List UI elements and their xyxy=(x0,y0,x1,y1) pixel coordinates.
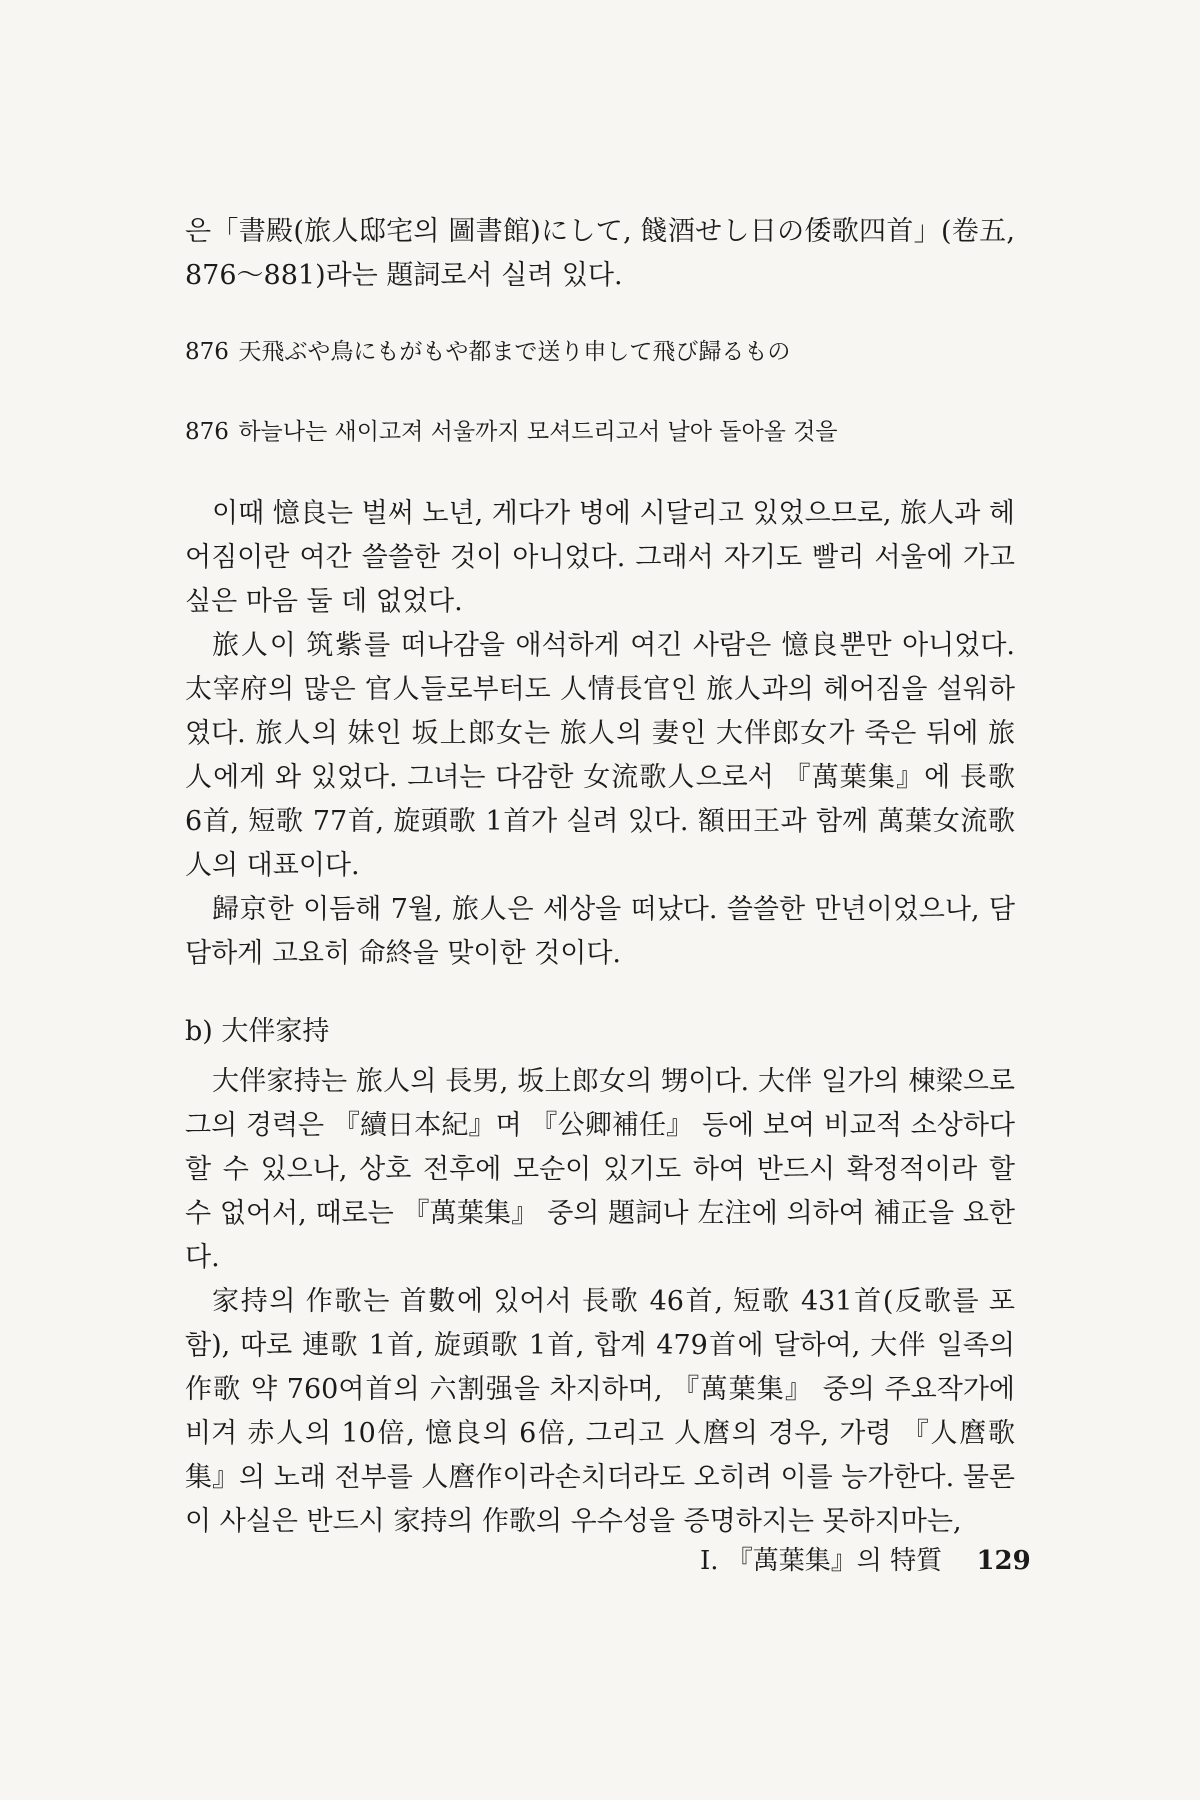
poem-korean xyxy=(185,412,1015,452)
body-paragraph: 이때 憶良는 벌써 노년, 게다가 병에 시달리고 있었으므로, 旅人과 헤어짐이란 여간 쓸쓸한 것이 아니었다. 그래서 자기도 빨리 서울에 가고 싶은 마음 둘 데 없었다. xyxy=(185,498,1015,617)
poem-number: 876 xyxy=(185,419,229,445)
poem-text: 天飛ぶや鳥にもがもや都まで送り申して飛び歸るもの xyxy=(238,339,791,365)
body-paragraph: 歸京한 이듬해 7월, 旅人은 세상을 떠났다. 쓸쓸한 만년이었으나, 담담하게 고요히 命終을 맞이한 것이다. xyxy=(185,894,1015,969)
running-head: I. 『萬葉集』의 特質 xyxy=(700,1546,943,1576)
intro-paragraph: 은「書殿(旅人邸宅의 圖書館)にして, 餞酒せし日の倭歌四首」(卷五, 876～881)라는 題詞로서 실려 있다. xyxy=(185,216,1015,291)
poem-translation: 하늘나는 새이고져 서울까지 모셔드리고서 날아 돌아올 것을 xyxy=(238,419,838,445)
page-footer xyxy=(700,1540,1031,1577)
poem-number: 876 xyxy=(185,339,229,365)
page-body xyxy=(185,210,1015,1544)
poem-japanese xyxy=(185,332,1015,372)
body-paragraph: 旅人이 筑紫를 떠나감을 애석하게 여긴 사람은 憶良뿐만 아니었다. 太宰府의 많은 官人들로부터도 人情長官인 旅人과의 헤어짐을 설워하였다. 旅人의 妹인 坂上郎女는 旅人의 妻인 大伴郎女가 죽은 뒤에 旅人에게 와 있었다. 그녀는 다감한 女流歌人으로서 『萬葉集』에 長歌 6首, 短歌 77首, 旋頭歌 1首가 실려 있다. 額田王과 함께 萬葉女流歌人의 대표이다. xyxy=(185,630,1015,881)
section-heading: b) 大伴家持 xyxy=(185,1016,330,1047)
body-paragraph: 家持의 作歌는 首數에 있어서 長歌 46首, 短歌 431首(反歌를 포함), 따로 連歌 1首, 旋頭歌 1首, 합계 479首에 달하여, 大伴 일족의 作歌 약 760여首의 六割强을 차지하며, 『萬葉集』 중의 주요작가에 비겨 赤人의 10倍, 憶良의 6倍, 그리고 人麿의 경우, 가령 『人麿歌集』의 노래 전부를 人麿作이라손치더라도 오히려 이를 능가한다. 물론 이 사실은 반드시 家持의 作歌의 우수성을 증명하지는 못하지마는, xyxy=(185,1286,1015,1537)
body-paragraph: 大伴家持는 旅人의 長男, 坂上郎女의 甥이다. 大伴 일가의 棟梁으로 그의 경력은 『續日本紀』며 『公卿補任』 등에 보여 비교적 소상하다 할 수 있으나, 상호 전후에 모순이 있기도 하여 반드시 확정적이라 할 수 없어서, 때로는 『萬葉集』 중의 題詞나 左注에 의하여 補正을 요한다. xyxy=(185,1066,1015,1273)
page-number: 129 xyxy=(976,1546,1031,1576)
